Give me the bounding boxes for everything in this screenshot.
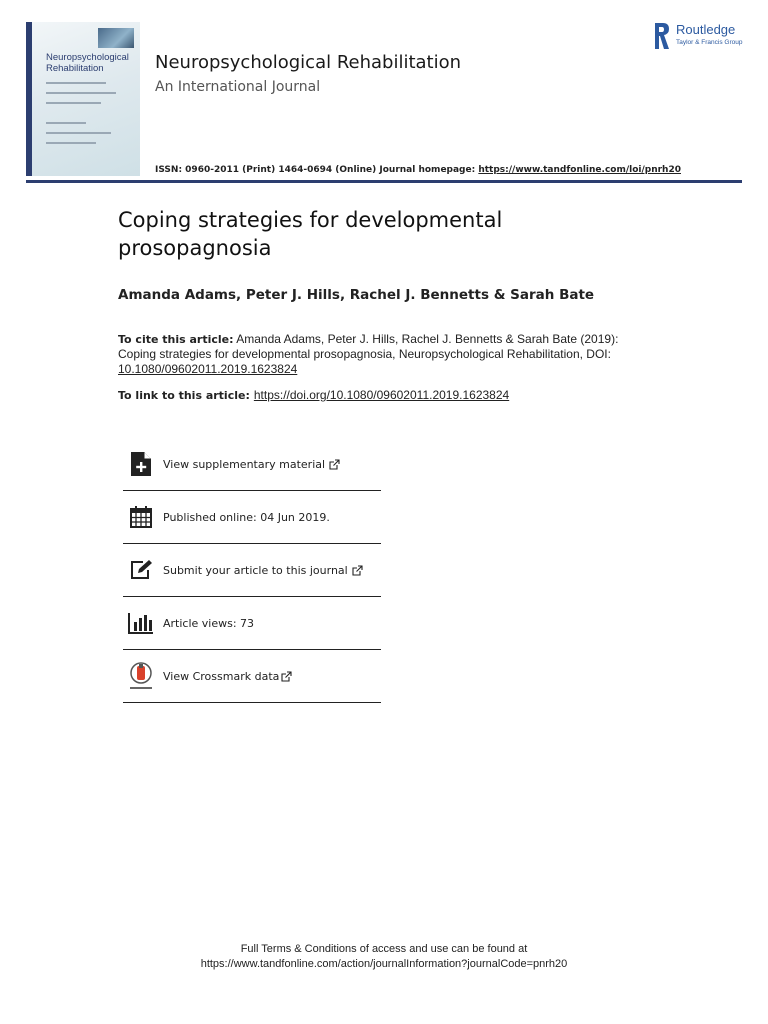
info-item-label: Submit your article to this journal	[163, 563, 348, 577]
external-link-icon	[329, 459, 340, 470]
header-divider	[26, 180, 742, 183]
article-info-list	[123, 438, 381, 703]
terms-footer	[0, 942, 768, 972]
journal-homepage-link[interactable]: https://www.tandfonline.com/loi/pnrh20	[478, 165, 681, 175]
issn-text: ISSN: 0960-2011 (Print) 1464-0694 (Online) Journal homepage:	[155, 165, 479, 175]
crossmark-item[interactable]	[123, 650, 381, 703]
journal-title: Neuropsychological Rehabilitation	[155, 52, 462, 73]
cover-line	[46, 132, 111, 134]
doi-link[interactable]: https://doi.org/10.1080/09602011.2019.1623824	[253, 388, 510, 402]
article-link	[118, 388, 509, 402]
cover-line	[46, 102, 101, 104]
publisher-logo	[654, 22, 754, 52]
cite-label: To cite this article:	[118, 333, 234, 346]
citation	[118, 332, 638, 377]
supplementary-material-item[interactable]	[123, 438, 381, 491]
cover-photo	[98, 28, 134, 48]
info-item-label: Published online: 04 Jun 2019.	[163, 510, 330, 524]
info-item-label: View Crossmark data	[163, 669, 280, 683]
footer-terms-link[interactable]: https://www.tandfonline.com/action/journalInformation?journalCode=pnrh20	[200, 958, 568, 970]
submit-article-item[interactable]	[123, 544, 381, 597]
edit-icon	[127, 556, 155, 584]
journal-cover-image	[26, 22, 140, 176]
cite-doi-link[interactable]: 10.1080/09602011.2019.1623824	[118, 362, 298, 376]
cover-line	[46, 122, 86, 124]
footer-line-1: Full Terms & Conditions of access and use can be found at	[240, 943, 528, 955]
cover-line	[46, 82, 106, 84]
crossmark-icon	[127, 662, 155, 690]
cover-line	[46, 92, 116, 94]
article-authors: Amanda Adams, Peter J. Hills, Rachel J. Bennetts & Sarah Bate	[118, 287, 595, 303]
info-item-label: View supplementary material	[163, 457, 326, 471]
article-title: Coping strategies for developmental prosopagnosia	[118, 208, 503, 260]
published-online-item	[123, 491, 381, 544]
calendar-icon	[127, 503, 155, 531]
routledge-logo-icon	[654, 22, 670, 50]
external-link-icon	[352, 565, 363, 576]
bar-chart-icon	[127, 609, 155, 637]
info-item-label: Article views: 73	[163, 616, 255, 630]
cover-title: Neuropsychological Rehabilitation	[46, 52, 129, 74]
cite-text: Amanda Adams, Peter J. Hills, Rachel J. Bennetts & Sarah Bate (2019): Coping strategies for developmental prosopagnosia, Neuropsychological Rehabilitation, DOI:	[118, 332, 619, 361]
publisher-name: Routledge	[676, 22, 736, 37]
document-plus-icon	[127, 450, 155, 478]
publisher-subtitle: Taylor & Francis Group	[676, 39, 743, 46]
external-link-icon	[281, 671, 292, 682]
link-label: To link to this article:	[118, 389, 250, 402]
issn-line	[155, 165, 681, 175]
article-views-item	[123, 597, 381, 650]
cover-line	[46, 142, 96, 144]
journal-subtitle: An International Journal	[155, 79, 321, 95]
